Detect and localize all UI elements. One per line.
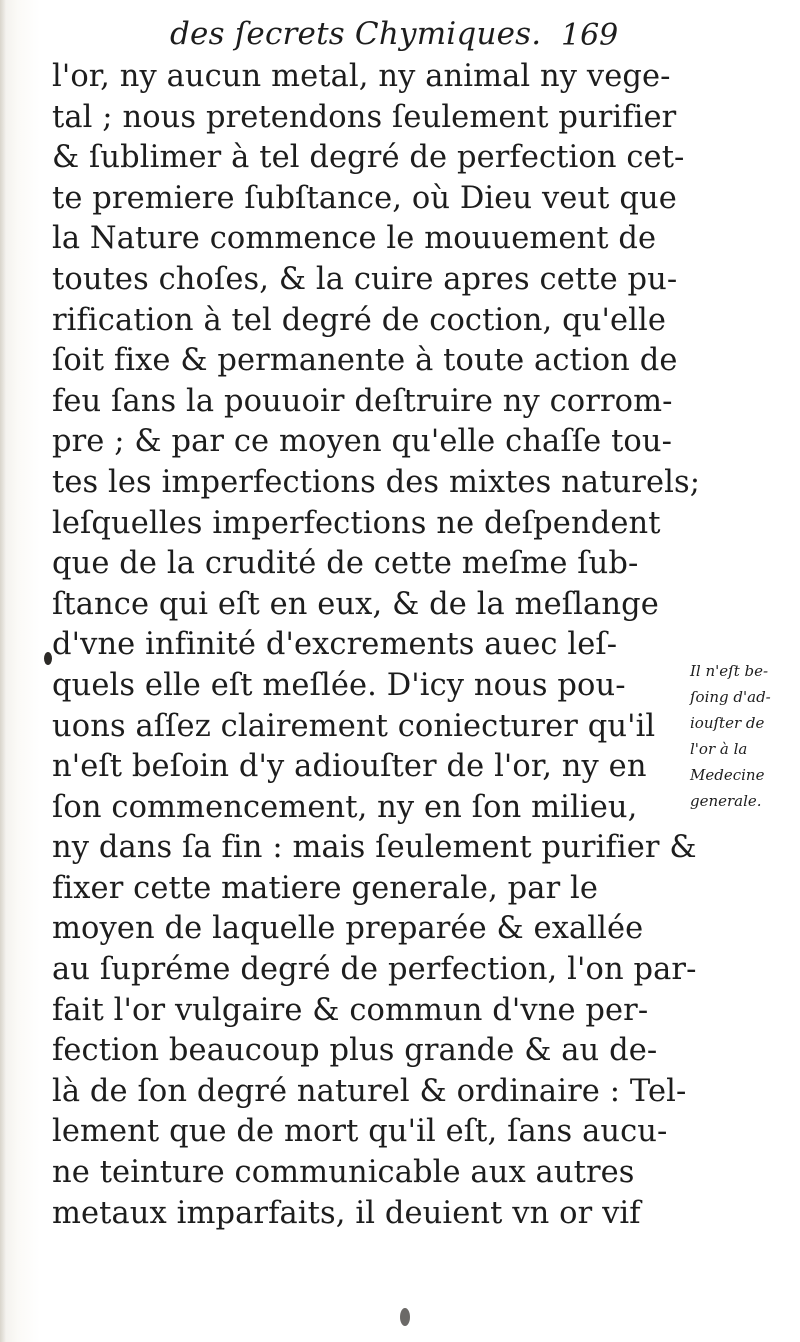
- text-line: ſon commencement, ny en ſon milieu,: [52, 789, 638, 825]
- text-line: fection beaucoup plus grande & au de-: [52, 1033, 658, 1069]
- text-line: fait l'or vulgaire & commun d'vne per-: [52, 992, 649, 1028]
- text-line: là de ſon degré naturel & ordinaire : Tel-: [52, 1073, 687, 1109]
- ink-spot: [44, 652, 52, 665]
- page-edge-shadow: [0, 0, 6, 1342]
- text-line: toutes choſes, & la cuire apres cette pu-: [52, 261, 678, 297]
- text-line: ny dans ſa fin : mais ſeulement purifier &: [52, 830, 697, 866]
- text-line: uons aſſez clairement coniecturer qu'il: [52, 708, 656, 744]
- text-line: que de la crudité de cette meſme ſub-: [52, 546, 639, 582]
- text-line: l'or, ny aucun metal, ny animal ny vege-: [52, 59, 671, 94]
- text-line: lement que de mort qu'il eſt, ſans aucu-: [52, 1114, 668, 1150]
- text-line: te premiere ſubſtance, où Dieu veut que: [52, 180, 677, 216]
- running-title: des ſecrets Chymiques.: [170, 16, 542, 52]
- marginal-note-line: Il n'eſt be-: [690, 662, 769, 680]
- marginal-note: [690, 658, 798, 814]
- text-line: pre ; & par ce moyen qu'elle chaſſe tou-: [52, 424, 673, 460]
- ink-spot: [400, 1308, 410, 1326]
- text-line: feu ſans la pouuoir deſtruire ny corrom-: [52, 383, 673, 419]
- text-line: au ſupréme degré de perfection, l'on par-: [52, 952, 697, 988]
- text-line: moyen de laquelle preparée & exallée: [52, 911, 644, 947]
- text-line: ſoit fixe & permanente à toute action de: [52, 343, 678, 379]
- text-line: metaux imparfaits, il deuient vn or vif: [52, 1195, 641, 1231]
- text-line: n'eſt beſoin d'y adiouſter de l'or, ny en: [52, 749, 647, 785]
- body-text: [52, 57, 701, 1234]
- marginal-note-line: ſoing d'ad-: [690, 688, 771, 706]
- text-line: rification à tel degré de coction, qu'elle: [52, 302, 666, 338]
- text-line: & ſublimer à tel degré de perfection cet-: [52, 140, 685, 176]
- marginal-note-line: generale.: [690, 792, 762, 810]
- text-line: ſtance qui eſt en eux, & de la meſlange: [52, 586, 659, 622]
- text-line: tes les imperfections des mixtes naturels;: [52, 464, 701, 500]
- text-line: leſquelles imperfections ne deſpendent: [52, 505, 661, 541]
- text-line: d'vne infinité d'excrements auec leſ-: [52, 627, 618, 663]
- page-header: [170, 16, 670, 56]
- marginal-note-line: l'or à la: [690, 740, 748, 758]
- text-line: la Nature commence le mouuement de: [52, 221, 657, 257]
- marginal-note-line: iouſter de: [690, 714, 765, 732]
- text-line: quels elle eſt meſlée. D'icy nous pou-: [52, 667, 626, 703]
- marginal-note-line: Medecine: [690, 766, 765, 784]
- text-line: ne teinture communicable aux autres: [52, 1155, 635, 1191]
- text-line: fixer cette matiere generale, par le: [52, 870, 599, 906]
- text-line: tal ; nous pretendons ſeulement purifier: [52, 99, 677, 135]
- page-number: 169: [561, 18, 619, 53]
